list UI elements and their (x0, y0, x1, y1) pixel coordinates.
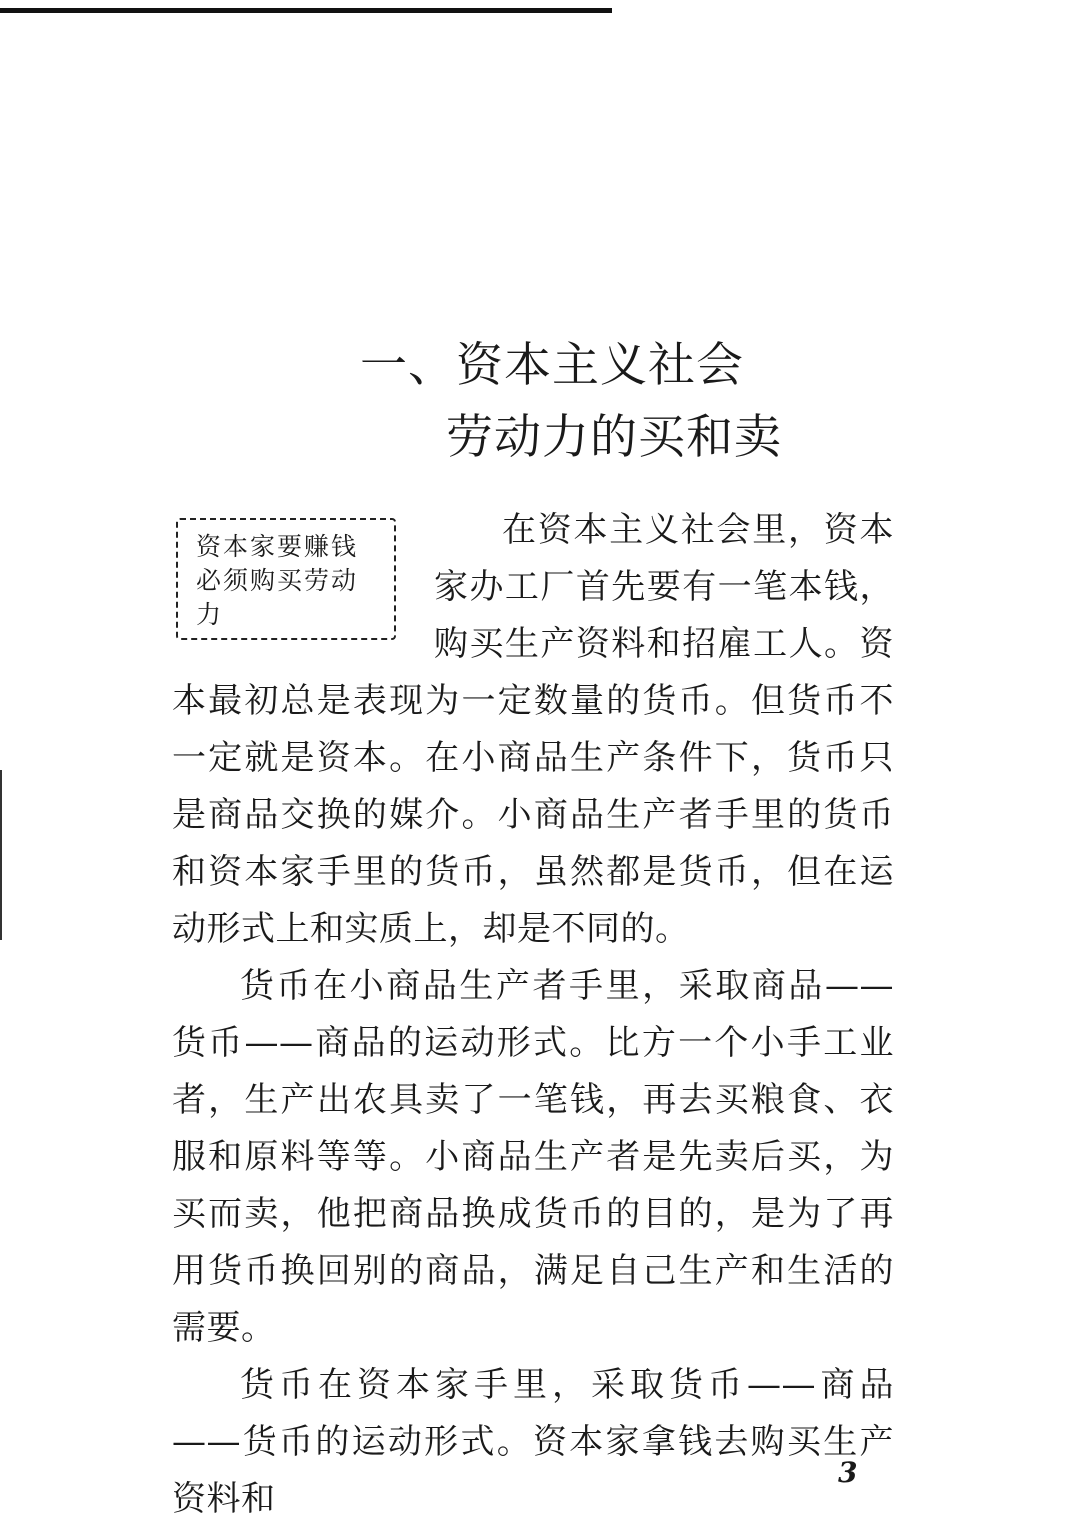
chapter-title-line-2: 劳动力的买和卖 (446, 410, 782, 465)
paragraph-1: 在资本主义社会里，资本家办工厂首先要有一笔本钱，购买生产资料和招雇工人。资本最初总是表现为一定数量的货币。但货币不一定就是资本。在小商品生产条件下，货币只是商品交换的媒介。小商品生产者手里的货币和资本家手里的货币，虽然都是货币，但在运动形式上和实质上，却是不同的。 (172, 510, 894, 949)
top-border-rule (0, 8, 612, 13)
body-text (172, 502, 894, 1528)
paragraph-3: 货币在资本家手里，采取货币——商品——货币的运动形式。资本家拿钱去购买生产资料和 (172, 1365, 894, 1519)
margin-note-box: 资本家要赚钱必须购买劳动力 (176, 518, 396, 640)
paragraph-2: 货币在小商品生产者手里，采取商品——货币——商品的运动形式。比方一个小手工业者，生产出农具卖了一笔钱，再去买粮食、衣服和原料等等。小商品生产者是先卖后买，为买而卖，他把商品换成货币的目的，是为了再用货币换回别的商品，满足自己生产和生活的需要。 (172, 966, 894, 1348)
scan-edge-mark (0, 770, 2, 940)
chapter-title (360, 330, 820, 474)
page-number: 3 (838, 1456, 858, 1489)
chapter-title-line-1: 一、资本主义社会 (360, 338, 744, 393)
